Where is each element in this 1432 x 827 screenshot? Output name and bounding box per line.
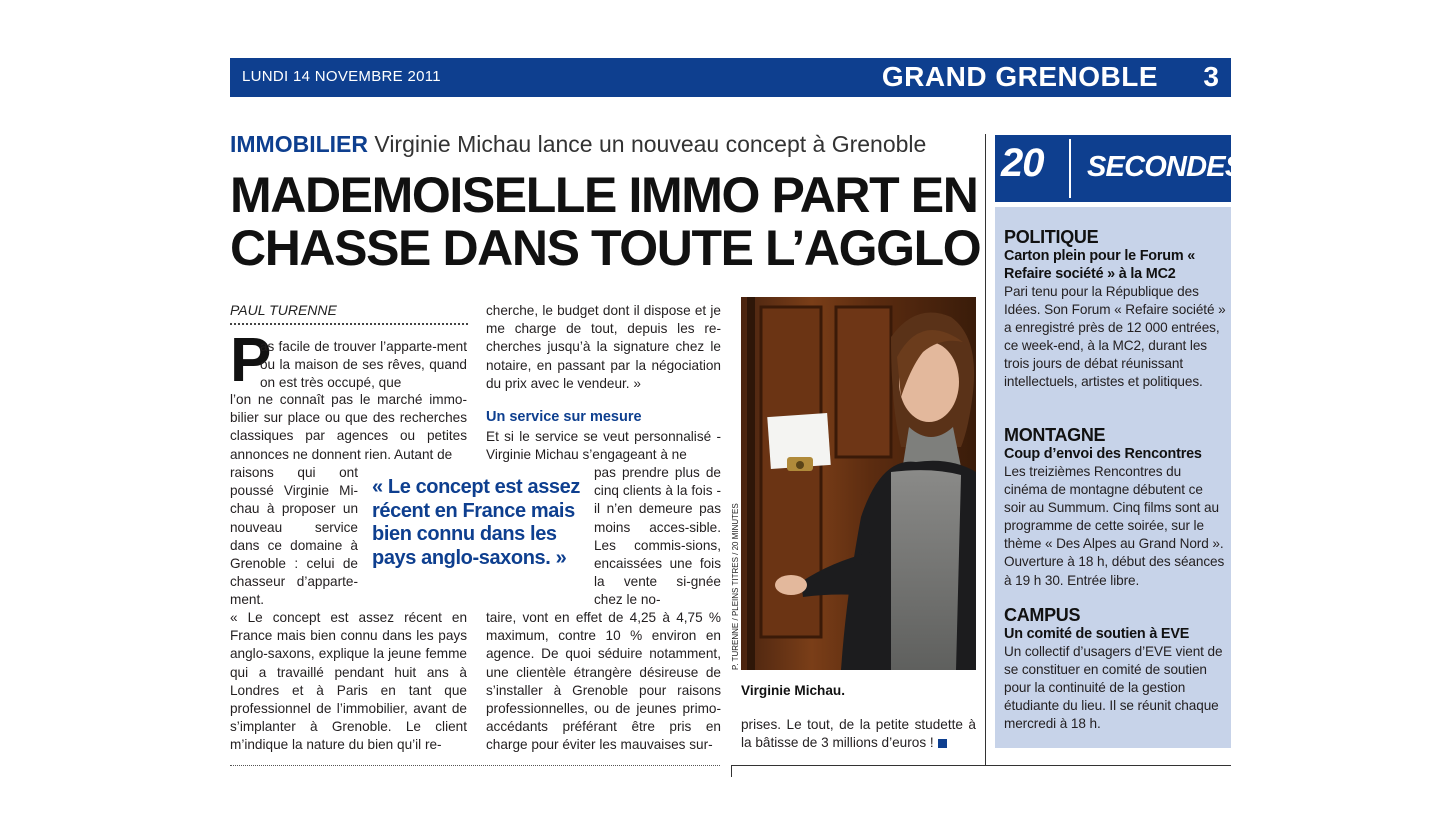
portrait-photo: [741, 297, 976, 670]
photo-credit: P. TURENNE / PLEINS TITRES / 20 MINUTES: [731, 503, 740, 670]
news-item: [1004, 227, 1226, 392]
bottom-divider-left: [230, 765, 720, 766]
page-number: 3: [1203, 61, 1219, 92]
article-conclusion-text: prises. Le tout, de la petite studette à la bâtisse de 3 millions d’euros !: [741, 717, 976, 751]
news-category: CAMPUS: [1004, 605, 1081, 625]
sidebar-title-box: [995, 135, 1244, 202]
sidebar-number: 20: [1001, 141, 1044, 185]
bottom-divider-right: [731, 765, 1231, 766]
headline-line-1: MADEMOISELLE IMMO PART EN: [230, 167, 978, 223]
issue-date: LUNDI 14 NOVEMBRE 2011: [242, 68, 441, 85]
article-paragraph-fees: taire, vont en effet de 4,25 à 4,75 % maximum, contre 10 % environ en agence. De quoi séduire notamment, une clientèle étrangère désireuse de s’installer à Grenoble pour raisons professionnelles, ou de jeunes primo-accédants préférant être pris en charge pour éviter les mauvaises sur-: [486, 610, 721, 753]
drop-cap: P: [230, 326, 272, 395]
sidebar-news-box: [995, 207, 1231, 748]
end-mark-icon: [938, 739, 947, 748]
sidebar-divider: [985, 134, 986, 766]
article-conclusion: [741, 716, 976, 752]
article-paragraph-col2: cherche, le budget dont il dispose et je me charge de tout, depuis les re-cherches jusqu’à la signature chez le notaire, en passant par la négociation du prix avec le vendeur. »: [486, 303, 721, 391]
photo-caption: Virginie Michau.: [741, 683, 845, 698]
article-paragraph-intro-cont: l’on ne connaît pas le marché immo-bilier sur place ou que des recherches classiques par agences ou petites annonces ne donnent rien. Autant de: [230, 392, 467, 462]
news-text: Un collectif d’usagers d’EVE vient de se constituer en comité de soutien pour la continuité de la gestion étudiante du lieu. Il se réunit chaque mercredi à 18 h.: [1004, 644, 1223, 732]
article-paragraph-service: Et si le service se veut personnalisé - Virginie Michau s’engageant à ne: [486, 429, 721, 463]
news-title: Coup d’envoi des Rencontres: [1004, 446, 1202, 462]
article-paragraph-intro: as facile de trouver l’apparte-ment ou la maison de ses rêves, quand on est très occupé, que: [260, 339, 467, 391]
article-subhead: Un service sur mesure: [486, 409, 642, 425]
news-item: [1004, 605, 1226, 733]
news-category: POLITIQUE: [1004, 227, 1099, 247]
rubric-tag: IMMOBILIER: [230, 131, 368, 157]
article-paragraph-service-cont: pas prendre plus de cinq clients à la fois - il n’en demeure pas moins acces-sible. Les commis-sions, encaissées une fois la vente si-gnée chez le no-: [594, 465, 721, 608]
pull-quote: « Le concept est assez récent en France mais bien connu dans les pays anglo-saxons. »: [372, 476, 580, 569]
rubric-subtitle: Virginie Michau lance un nouveau concept à Grenoble: [374, 131, 927, 157]
article-rubric: [230, 131, 926, 158]
news-item: [1004, 425, 1226, 590]
headline-line-2: CHASSE DANS TOUTE L’AGGLO: [230, 220, 981, 276]
news-title: Carton plein pour le Forum « Refaire société » à la MC2: [1004, 248, 1196, 282]
article-paragraph-quote: « Le concept est assez récent en France mais bien connu dans les pays anglo-saxons, explique la jeune femme qui a travaillé pendant huit ans à Londres et à Paris en tant que professionnel de l’immobilier, avant de s’implanter à Grenoble. Le client m’indique la nature du bien qu’il re-: [230, 610, 467, 753]
news-title: Un comité de soutien à EVE: [1004, 626, 1190, 642]
bottom-divider-tick: [731, 765, 732, 777]
byline: PAUL TURENNE: [230, 302, 337, 318]
article-paragraph-intro-end: raisons qui ont poussé Virginie Mi-chau à proposer un nouveau service dans ce domaine à Grenoble : celui de chasseur d’apparte-ment.: [230, 465, 358, 608]
news-category: MONTAGNE: [1004, 425, 1106, 445]
header-bar: [230, 58, 1231, 97]
byline-divider: [230, 323, 468, 325]
sidebar-word: SECONDES: [1087, 151, 1244, 183]
news-text: Les treizièmes Rencontres du cinéma de montagne débutent ce soir au Summum. Cinq films sont au programme de cette soirée, sur le thème « Des Alpes au Grand Nord ». Ouverture à 18 h, début des séances à 19 h 30. Entrée libre.: [1004, 464, 1225, 588]
news-text: Pari tenu pour la République des Idées. Son Forum « Refaire société » a enregistré près de 12 000 entrées, ce week-end, à la MC2, durant les trois jours de débat réunissant intellectuels, artistes et politiques.: [1004, 284, 1226, 390]
section-title: GRAND GRENOBLE: [881, 61, 1158, 92]
